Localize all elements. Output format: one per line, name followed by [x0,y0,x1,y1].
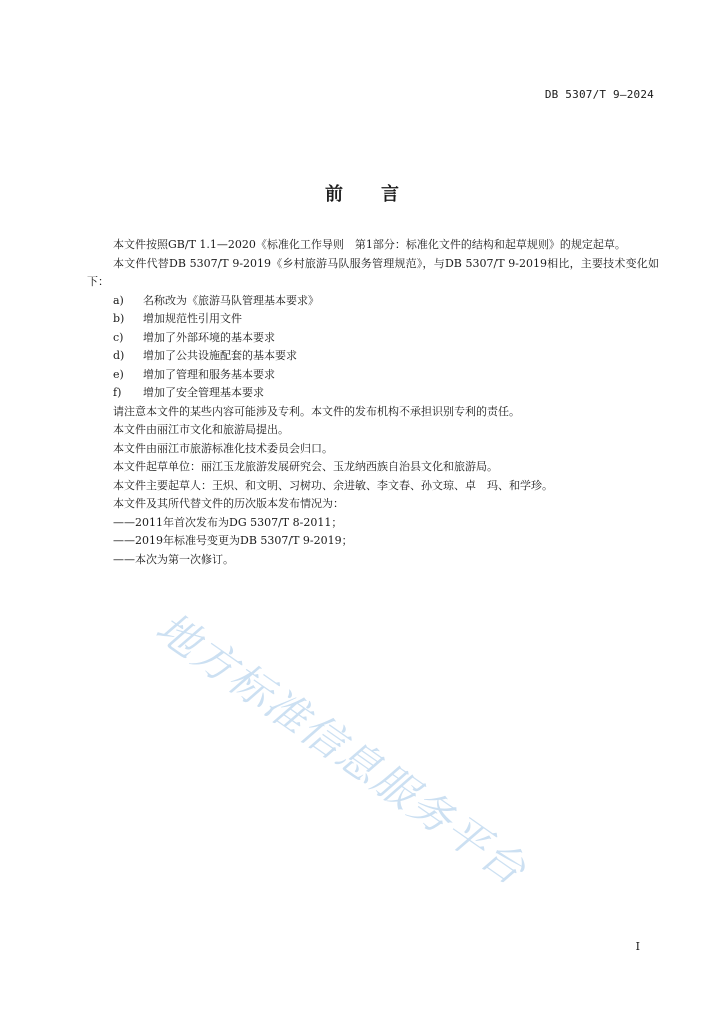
list-item [87,347,659,366]
paragraph-patent-notice: 请注意本文件的某些内容可能涉及专利。本文件的发布机构不承担识别专利的责任。 [113,404,520,418]
standard-code: DB 5307/T 9—2024 [544,88,654,101]
list-item [87,366,659,385]
list-item-text: 增加了公共设施配套的基本要求 [143,349,297,362]
list-marker: e) [113,367,124,381]
paragraph-proposer: 本文件由丽江市文化和旅游局提出。 [113,423,289,436]
list-item-text: 增加规范性引用文件 [143,312,242,325]
paragraph-replacement: 本文件代替DB 5307/T 9-2019《乡村旅游马队服务管理规范》，与DB 5307/T 9-2019相比，主要技术变化如下： [87,256,659,288]
list-item [87,310,659,329]
list-item [87,329,659,348]
list-marker: f) [113,386,122,399]
history-list [87,514,659,570]
paragraph-drafting-units: 本文件起草单位：丽江玉龙旅游发展研究会、玉龙纳西族自治县文化和旅游局。 [113,460,498,473]
list-item-text: 增加了管理和服务基本要求 [143,367,275,381]
list-item [87,384,659,403]
list-item-text: 增加了安全管理基本要求 [143,386,264,399]
history-item: ——2019年标准号变更为DB 5307/T 9-2019； [113,534,353,547]
history-item: ——2011年首次发布为DG 5307/T 8-2011； [113,515,343,529]
changes-list [87,292,659,403]
paragraph-drafting-basis: 本文件按照GB/T 1.1—2020《标准化工作导则 第1部分：标准化文件的结构和起草规则》的规定起草。 [113,238,626,251]
list-marker: a) [113,293,124,307]
page-title: 前言 [325,184,437,205]
foreword-body [87,236,659,569]
list-marker: d) [113,349,125,362]
paragraph-centralized-by: 本文件由丽江市旅游标准化技术委员会归口。 [113,441,333,455]
list-item-text: 增加了外部环境的基本要求 [143,330,275,344]
list-item [87,292,659,311]
paragraph-history-intro: 本文件及其所代替文件的历次版本发布情况为： [113,497,344,510]
list-marker: b) [113,312,125,325]
list-marker: c) [113,330,124,344]
paragraph-drafters: 本文件主要起草人：王炽、和文明、习树功、余进敏、李文春、孙文琼、卓 玛、和学珍。 [113,478,553,492]
page-number: I [635,940,640,953]
history-item: ——本次为第一次修订。 [113,552,234,566]
list-item-text: 名称改为《旅游马队管理基本要求》 [143,293,319,307]
watermark: 地方标准信息服务平台 [147,602,536,896]
